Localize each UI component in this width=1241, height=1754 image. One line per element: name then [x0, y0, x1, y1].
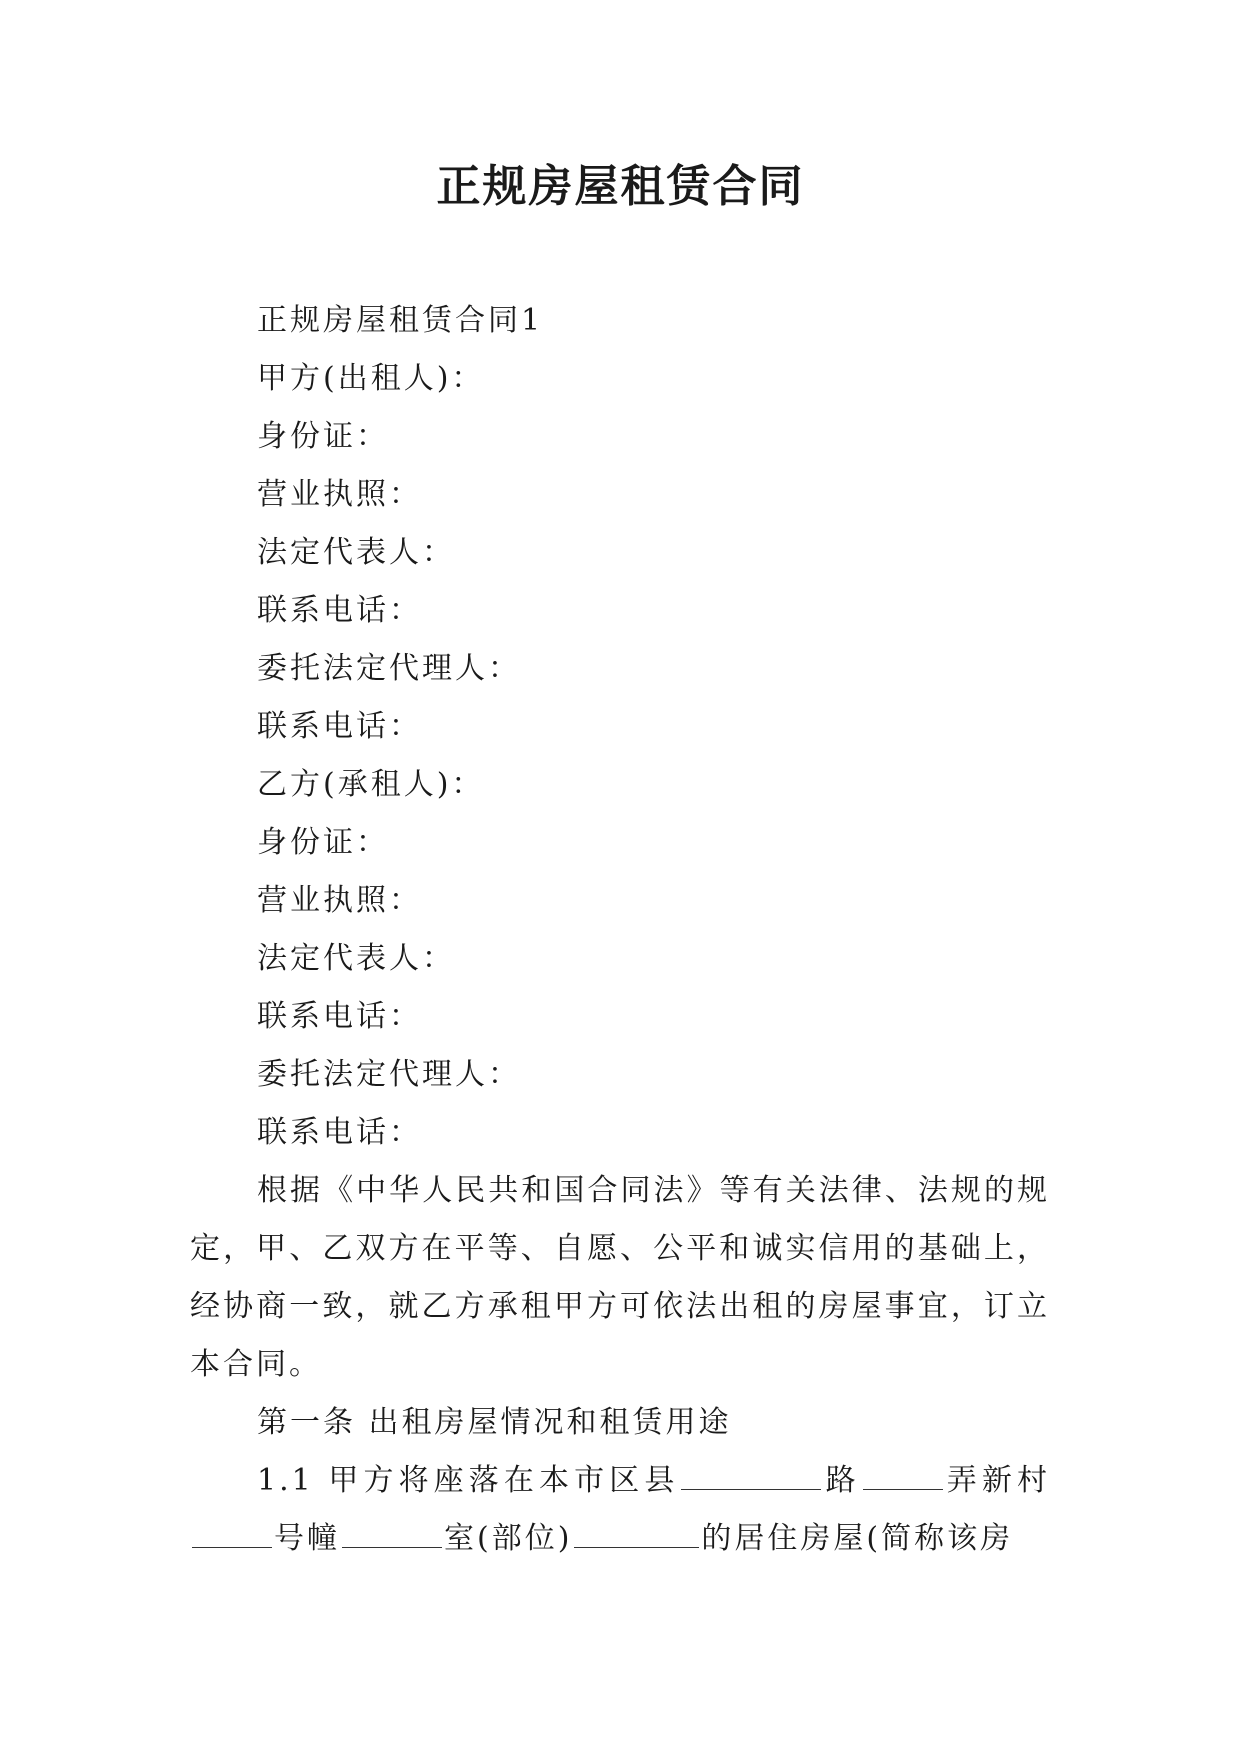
- preamble-paragraph: 根据《中华人民共和国合同法》等有关法律、法规的规定，甲、乙双方在平等、自愿、公平和诚实信用的基础上，经协商一致，就乙方承租甲方可依法出租的房屋事宜，订立本合同。: [190, 1173, 1050, 1382]
- clause-1-1: [190, 1452, 1050, 1568]
- clause-1-1-building: 号幢: [274, 1521, 340, 1556]
- article-1-title: 第一条 出租房屋情况和租赁用途: [257, 1405, 732, 1440]
- party-b-legal-rep-field: 法定代表人：: [257, 941, 455, 976]
- party-b-label: 乙方(承租人)：: [257, 767, 485, 802]
- contract-heading: 正规房屋租赁合同1: [257, 303, 544, 338]
- party-b-agent-phone-field: 联系电话：: [257, 1115, 422, 1150]
- clause-1-1-room: 室(部位): [444, 1521, 573, 1556]
- document-body: [190, 292, 1050, 1568]
- blank-village: [192, 1517, 272, 1548]
- blank-road: [863, 1459, 943, 1490]
- blank-district: [681, 1459, 821, 1490]
- clause-1-1-road: 路: [823, 1463, 861, 1498]
- party-b-agent-field: 委托法定代理人：: [257, 1057, 521, 1092]
- party-b-phone-field: 联系电话：: [257, 999, 422, 1034]
- party-a-agent-phone-field: 联系电话：: [257, 709, 422, 744]
- party-a-id-field: 身份证：: [257, 419, 389, 454]
- clause-1-1-text: 1.1 甲方将座落在本市区县: [257, 1463, 680, 1498]
- party-b-license-field: 营业执照：: [257, 883, 422, 918]
- party-a-agent-field: 委托法定代理人：: [257, 651, 521, 686]
- party-a-label: 甲方(出租人)：: [257, 361, 485, 396]
- document-title: 正规房屋租赁合同: [436, 161, 805, 212]
- blank-building: [342, 1517, 442, 1548]
- clause-1-1-village: 弄新村: [944, 1463, 1050, 1498]
- blank-room: [574, 1517, 699, 1548]
- party-a-license-field: 营业执照：: [257, 477, 422, 512]
- clause-1-1-tail: 的居住房屋(简称该房: [701, 1521, 1014, 1556]
- party-a-legal-rep-field: 法定代表人：: [257, 535, 455, 570]
- party-a-phone-field: 联系电话：: [257, 593, 422, 628]
- party-b-id-field: 身份证：: [257, 825, 389, 860]
